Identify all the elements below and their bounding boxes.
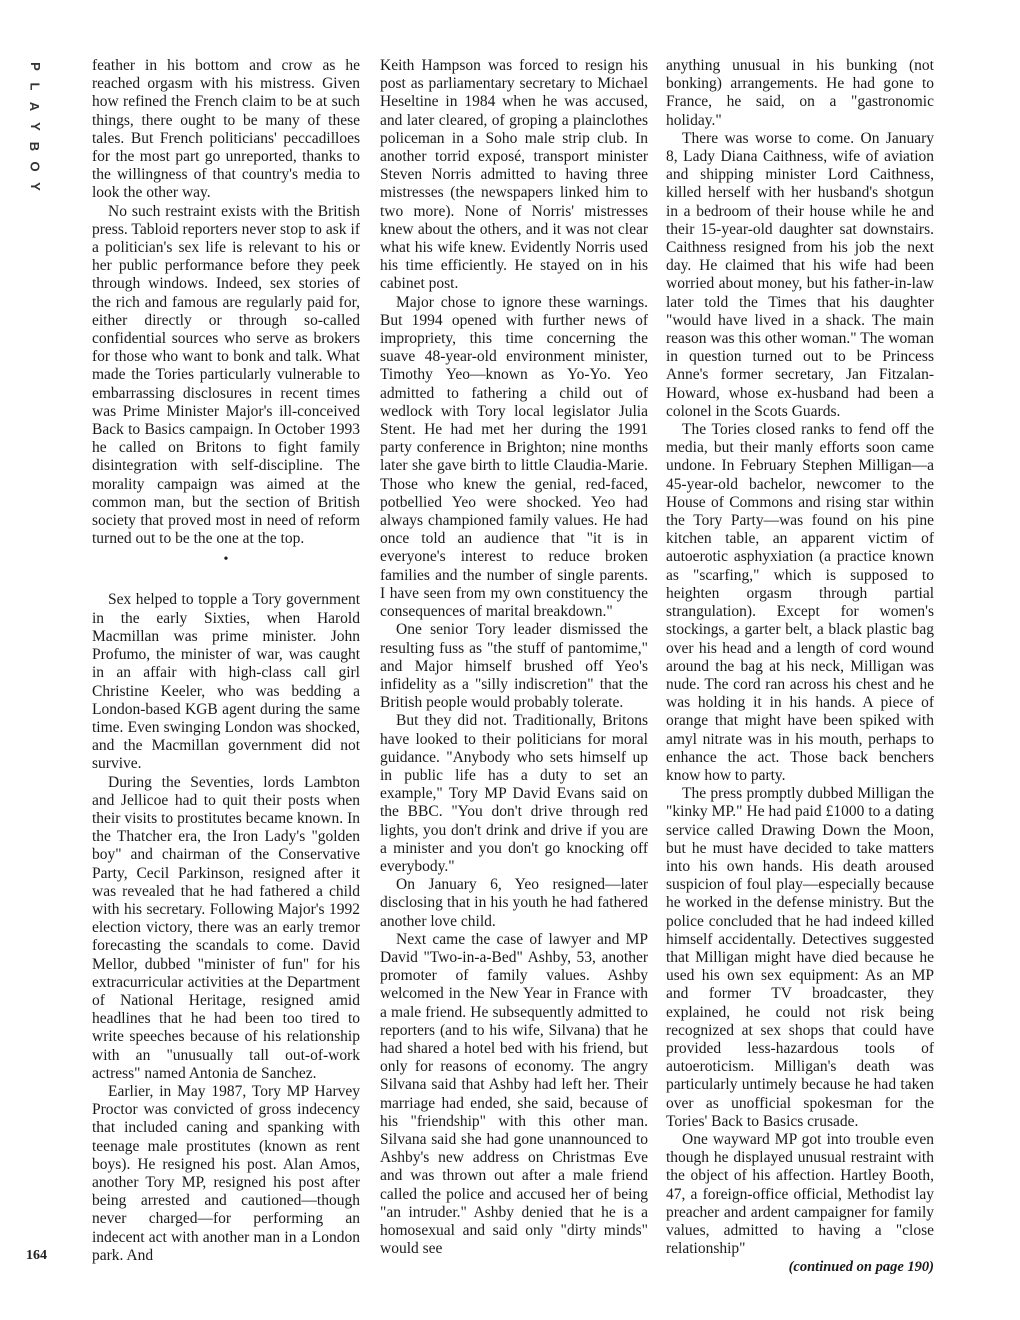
paragraph: The Tories closed ranks to fend off the media, but their manly efforts soon came undone. In February Stephen Milligan—a 45-year-old bachelor, newcomer to the House of Commons and rising star within the Tory Party—was found on his pine kitchen table, an apparent victim of autoerotic asphyxiation (a practice known as "scarfing," which is supposed to heighten orgasm through partial strangulation). Except for women's stockings, a garter belt, a black plastic bag over his head and a length of cord wound around the bag at his neck, Milligan was nude. The cord ran across his chest and he was holding it in his hands. A piece of orange that might have been spiked with amyl nitrate was in his mouth, perhaps to enhance the act. Those back benchers know how to party. bbox=[666, 421, 934, 784]
running-head-letter: P bbox=[27, 62, 43, 71]
article-column-1 bbox=[92, 57, 360, 1265]
paragraph: Next came the case of lawyer and MP David "Two-in-a-Bed" Ashby, 53, another promoter of family values. Ashby welcomed in the New Year in France with a male friend. He subsequently admitted to reporters (and to his wife, Silvana) that he had shared a hotel bed with his friend, but only for reasons of economy. The angry Silvana said that Ashby had left her. Their marriage had ended, she said, because of his "friendship" with this other man. Silvana said she had gone unannounced to Ashby's new address on Christmas Eve and was thrown out after a male friend called the police and accused her of being "an intruder." Ashby denied that he is a homosexual and said only "dirty minds" would see bbox=[380, 930, 648, 1258]
running-head-letter: L bbox=[27, 82, 43, 91]
paragraph: During the Seventies, lords Lambton and Jellicoe had to quit their posts when their visits to prostitutes became known. In the Thatcher era, the Iron Lady's "golden boy" and chairman of the Conservative Party, Cecil Parkinson, resigned after it was revealed that he had fathered a child with his secretary. Following Major's 1992 election victory, there was an early tremor forecasting the scandals to come. David Mellor, dubbed "minister of fun" for his extracurricular activities at the Department of National Heritage, resigned amid headlines that he had been too tired to write speeches because of his relationship with an "unusually tall out-of-work actress" named Antonia de Sanchez. bbox=[92, 773, 360, 1082]
article-column-2 bbox=[380, 57, 648, 1258]
running-head-letter: Y bbox=[27, 122, 43, 131]
paragraph: Major chose to ignore these warnings. But 1994 opened with further news of impropriety, this time concerning the suave 48-year-old environment minister, Timothy Yeo—known as Yo-Yo. Yeo admitted to fathering a child out of wedlock with Tory local legislator Julia Stent. He had met her during the 1991 party conference in Brighton; nine months later she gave birth to little Claudia-Marie. Those who knew the genial, red-faced, potbellied Yeo were shocked. Yeo had always championed family values. He had once told an audience that "it is in everyone's interest to reduce broken families and the number of single parents. I have seen from my own constituency the consequences of marital breakdown." bbox=[380, 293, 648, 621]
running-head-letter: A bbox=[27, 101, 43, 112]
paragraph: anything unusual in his bunking (not bonking) arrangements. He had gone to France, he said, on a "gastronomic holiday." bbox=[666, 57, 934, 129]
running-head-letter: B bbox=[27, 141, 43, 152]
section-separator: • bbox=[223, 552, 229, 568]
paragraph: One wayward MP got into trouble even though he displayed unusual restraint with the object of his affection. Hartley Booth, 47, a foreign-office official, Methodist lay preacher and ardent campaigner for family values, admitted to having a "close relationship" bbox=[666, 1130, 934, 1258]
paragraph: The press promptly dubbed Milligan the "kinky MP." He had paid £1000 to a dating service called Drawing Down the Moon, but he must have decided to take matters into his own hands. His death aroused suspicion of foul play—especially because he worked in the defense ministry. But the police concluded that he had indeed killed himself accidentally. Detectives suggested that Milligan might have died because he used his own sex equipment: As an MP and former TV broadcaster, they explained, he could not risk being recognized at sex shops that could have provided less-hazardous tools of autoeroticism. Milligan's death was particularly untimely because he had taken over as unofficial spokesman for the Tories' Back to Basics crusade. bbox=[666, 785, 934, 1130]
paragraph: On January 6, Yeo resigned—later disclosing that in his youth he had fathered another love child. bbox=[380, 876, 648, 930]
continuation-note: (continued on page 190) bbox=[788, 1259, 934, 1276]
paragraph: feather in his bottom and crow as he reached orgasm with his mistress. Given how refined the French claim to be at such things, there ought to be many of these tales. But French politicians' peccadilloes for the most part go unreported, thanks to the willingness of that country's media to look the other way. bbox=[92, 57, 360, 202]
running-head-letter: O bbox=[27, 161, 43, 172]
paragraph: There was worse to come. On January 8, Lady Diana Caithness, wife of aviation and shipping minister Lord Caithness, killed herself with her husband's shotgun in a bedroom of their house while he and their 15-year-old daughter sat downstairs. Caithness resigned from his job the next day. He claimed that his wife had been worried about money, but his father-in-law later told the Times that his daughter "would have lived in a shack. The main reason was this other woman." The woman in question turned out to be Princess Anne's former secretary, Jan Fitzalan-Howard, whose ex-husband had been a colonel in the Scots Guards. bbox=[666, 129, 934, 420]
article-column-3 bbox=[666, 57, 934, 1277]
page-number: 164 bbox=[26, 1248, 47, 1263]
paragraph: But they did not. Traditionally, Britons have looked to their politicians for moral guidance. "Anybody who sets himself up in public life has a duty to set an example," Tory MP David Evans said on the BBC. "You don't drive through red lights, you don't drink and drive if you are a minister and you don't go knocking off everybody." bbox=[380, 712, 648, 875]
paragraph: No such restraint exists with the British press. Tabloid reporters never stop to ask if a politician's sex life is relevant to his or her public performance before they peek through windows. Indeed, sex stories of the rich and famous are regularly paid for, either directly or through so-called confidential sources who serve as brokers for those who want to bonk and talk. What made the Tories particularly vulnerable to embarrassing disclosures in recent times was Prime Minister Major's ill-conceived Back to Basics campaign. In October 1993 he called on Britons to fight family disintegration with self-discipline. The morality campaign was aimed at the common man, but the section of British society that proved most in need of reform turned out to be the one at the top. bbox=[92, 202, 360, 548]
running-head bbox=[22, 58, 48, 195]
paragraph: Sex helped to topple a Tory government in the early Sixties, when Harold Macmillan was prime minister. John Profumo, the minister of war, was caught in an affair with high-class call girl Christine Keeler, who was bedding a London-based KGB agent during the same time. Even swinging London was shocked, and the Macmillan government did not survive. bbox=[92, 591, 360, 773]
paragraph: One senior Tory leader dismissed the resulting fuss as "the stuff of pantomime," and Major himself brushed off Yeo's infidelity as a "silly indiscretion" that the British people would probably tolerate. bbox=[380, 621, 648, 712]
running-head-letter: Y bbox=[27, 182, 43, 191]
paragraph: Earlier, in May 1987, Tory MP Harvey Proctor was convicted of gross indecency that included caning and spanking with teenage male prostitutes (known as rent boys). He resigned his post. Alan Amos, another Tory MP, resigned his post after being arrested and cautioned—though never charged—for performing an indecent act with another man in a London park. And bbox=[92, 1082, 360, 1264]
paragraph: Keith Hampson was forced to resign his post as parliamentary secretary to Michael Heseltine in 1984 when he was accused, and later cleared, of groping a plainclothes policeman in a Soho male strip club. In another torrid exposé, transport minister Steven Norris admitted to having three mistresses (the newspapers linked him to two more). None of Norris' mistresses knew about the others, and it was not clear what his wife knew. Evidently Norris used his time efficiently. He stayed on in his cabinet post. bbox=[380, 57, 648, 293]
